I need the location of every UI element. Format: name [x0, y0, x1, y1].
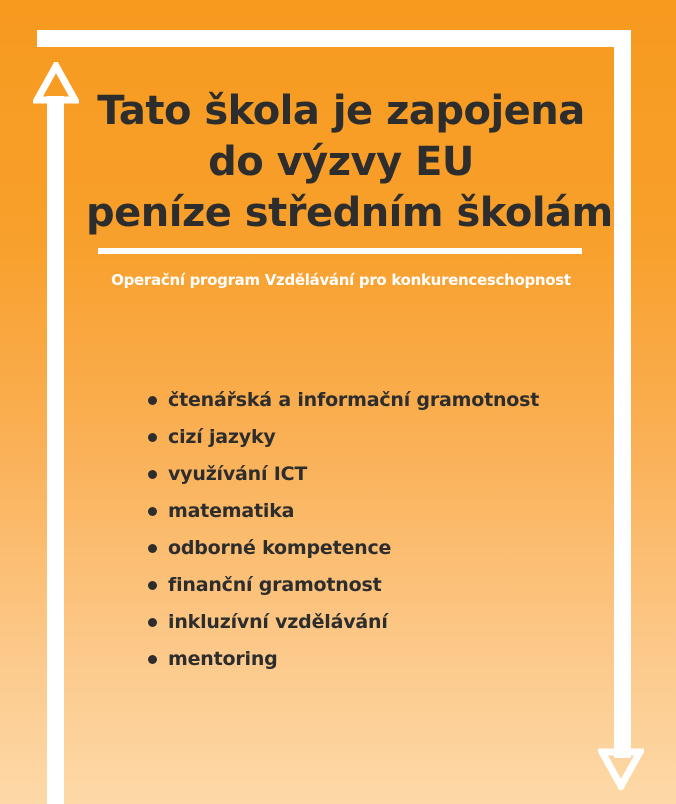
title-line-1: Tato škola je zapojena	[97, 88, 585, 134]
bullet-icon	[148, 544, 157, 553]
list-item-label: inkluzívní vzdělávání	[168, 611, 388, 633]
bullet-icon	[148, 470, 157, 479]
list-item-label: matematika	[168, 500, 295, 522]
list-item-label: využívání ICT	[168, 463, 308, 485]
list-item	[146, 386, 539, 423]
list-item	[146, 608, 539, 645]
arrow-down-icon	[598, 748, 644, 790]
list-item-label: finanční gramotnost	[168, 574, 382, 596]
list-item-label: čtenářská a informační gramotnost	[168, 389, 540, 411]
arrow-up-icon	[33, 62, 79, 104]
list-item	[146, 571, 539, 608]
list-item-label: mentoring	[168, 648, 278, 670]
bullet-icon	[148, 581, 157, 590]
bullet-icon	[148, 507, 157, 516]
title-line-2: do výzvy EU	[208, 139, 474, 185]
list-item-label: cizí jazyky	[168, 426, 276, 448]
bullet-icon	[148, 618, 157, 627]
title-line-3: peníze středním školám	[86, 190, 613, 236]
list-item	[146, 534, 539, 571]
bullet-icon	[148, 433, 157, 442]
list-item	[146, 645, 539, 682]
list-item-label: odborné kompetence	[168, 537, 392, 559]
page-title	[86, 86, 613, 239]
frame-left-line	[47, 96, 64, 804]
program-list	[146, 386, 539, 682]
list-item	[146, 497, 539, 534]
list-item	[146, 423, 539, 460]
frame-top-line	[37, 30, 631, 47]
list-item	[146, 460, 539, 497]
frame-right-line	[614, 30, 631, 758]
title-divider	[98, 248, 582, 254]
bullet-icon	[148, 396, 157, 405]
subtitle: Operační program Vzdělávání pro konkurenceschopnost	[111, 271, 571, 289]
bullet-icon	[148, 655, 157, 664]
